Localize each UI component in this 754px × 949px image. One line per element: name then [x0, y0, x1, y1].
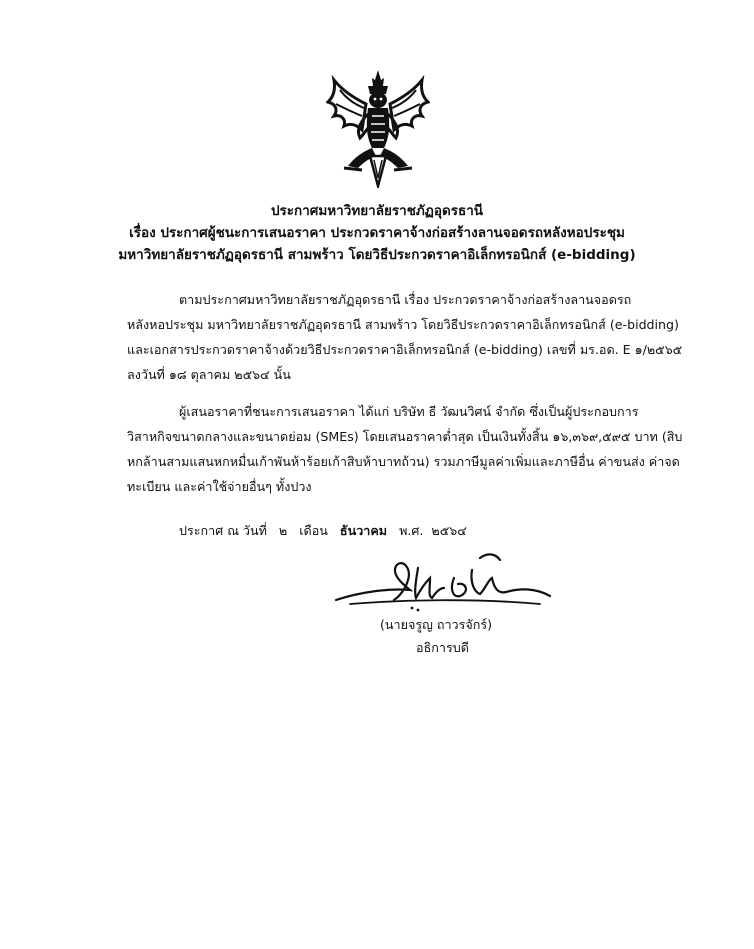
date-prefix: ประกาศ ณ วันที่: [179, 523, 267, 538]
subject-line-2: มหาวิทยาลัยราชภัฏอุดรธานี สามพร้าว โดยวิธีประกวดราคาอิเล็กทรอนิกส์ (e-bidding): [118, 247, 636, 263]
paragraph-line: ผู้เสนอราคาที่ชนะการเสนอราคา ได้แก่ บริษัท ธี วัฒนวิศน์ จำกัด ซึ่งเป็นผู้ประกอบการ: [179, 404, 639, 419]
paragraph-reference: [127, 287, 683, 387]
date-year-label: พ.ศ.: [399, 523, 424, 538]
date-year: ๒๕๖๔: [431, 523, 467, 538]
signatory-position: อธิการบดี: [416, 640, 469, 655]
announcement-title: ประกาศมหาวิทยาลัยราชภัฏอุดรธานี: [270, 203, 484, 219]
paragraph-line: ทะเบียน และค่าใช้จ่ายอื่นๆ ทั้งปวง: [127, 479, 312, 494]
paragraph-line: วิสาหกิจขนาดกลางและขนาดย่อม (SMEs) โดยเสนอราคาต่ำสุด เป็นเงินทั้งสิ้น ๑๖,๓๖๙,๕๙๕ บาท (สิบ: [127, 429, 683, 444]
paragraph-winner: [127, 399, 683, 499]
signatory-name: (นายจรูญ ถาวรจักร์): [380, 617, 493, 632]
date-month: ธันวาคม: [339, 523, 388, 538]
handwritten-signature: [330, 548, 556, 614]
garuda-emblem-icon: [326, 68, 430, 188]
date-day: ๒: [278, 523, 288, 538]
paragraph-line: หกล้านสามแสนหกหมื่นเก้าพันห้าร้อยเก้าสิบห้าบาทถ้วน) รวมภาษีมูลค่าเพิ่มและภาษีอื่น ค่าขนส่ง ค่าจด: [127, 454, 680, 469]
paragraph-line: หลังหอประชุม มหาวิทยาลัยราชภัฏอุดรธานี สามพร้าว โดยวิธีประกวดราคาอิเล็กทรอนิกส์ (e-bidding): [127, 317, 679, 332]
paragraph-line: และเอกสารประกวดราคาจ้างด้วยวิธีประกวดราคาอิเล็กทรอนิกส์ (e-bidding) เลขที่ มร.อด. E ๑/๒๕๖๕: [127, 342, 683, 357]
subject-line-1: เรื่อง ประกาศผู้ชนะการเสนอราคา ประกวดราคาจ้างก่อสร้างลานจอดรถหลังหอประชุม: [129, 225, 625, 241]
paragraph-line: ตามประกาศมหาวิทยาลัยราชภัฏอุดรธานี เรื่อง ประกวดราคาจ้างก่อสร้างลานจอดรถ: [179, 292, 632, 307]
date-month-label: เดือน: [299, 523, 328, 538]
paragraph-line: ลงวันที่ ๑๘ ตุลาคม ๒๕๖๔ นั้น: [127, 367, 291, 382]
announcement-date: [179, 521, 467, 541]
